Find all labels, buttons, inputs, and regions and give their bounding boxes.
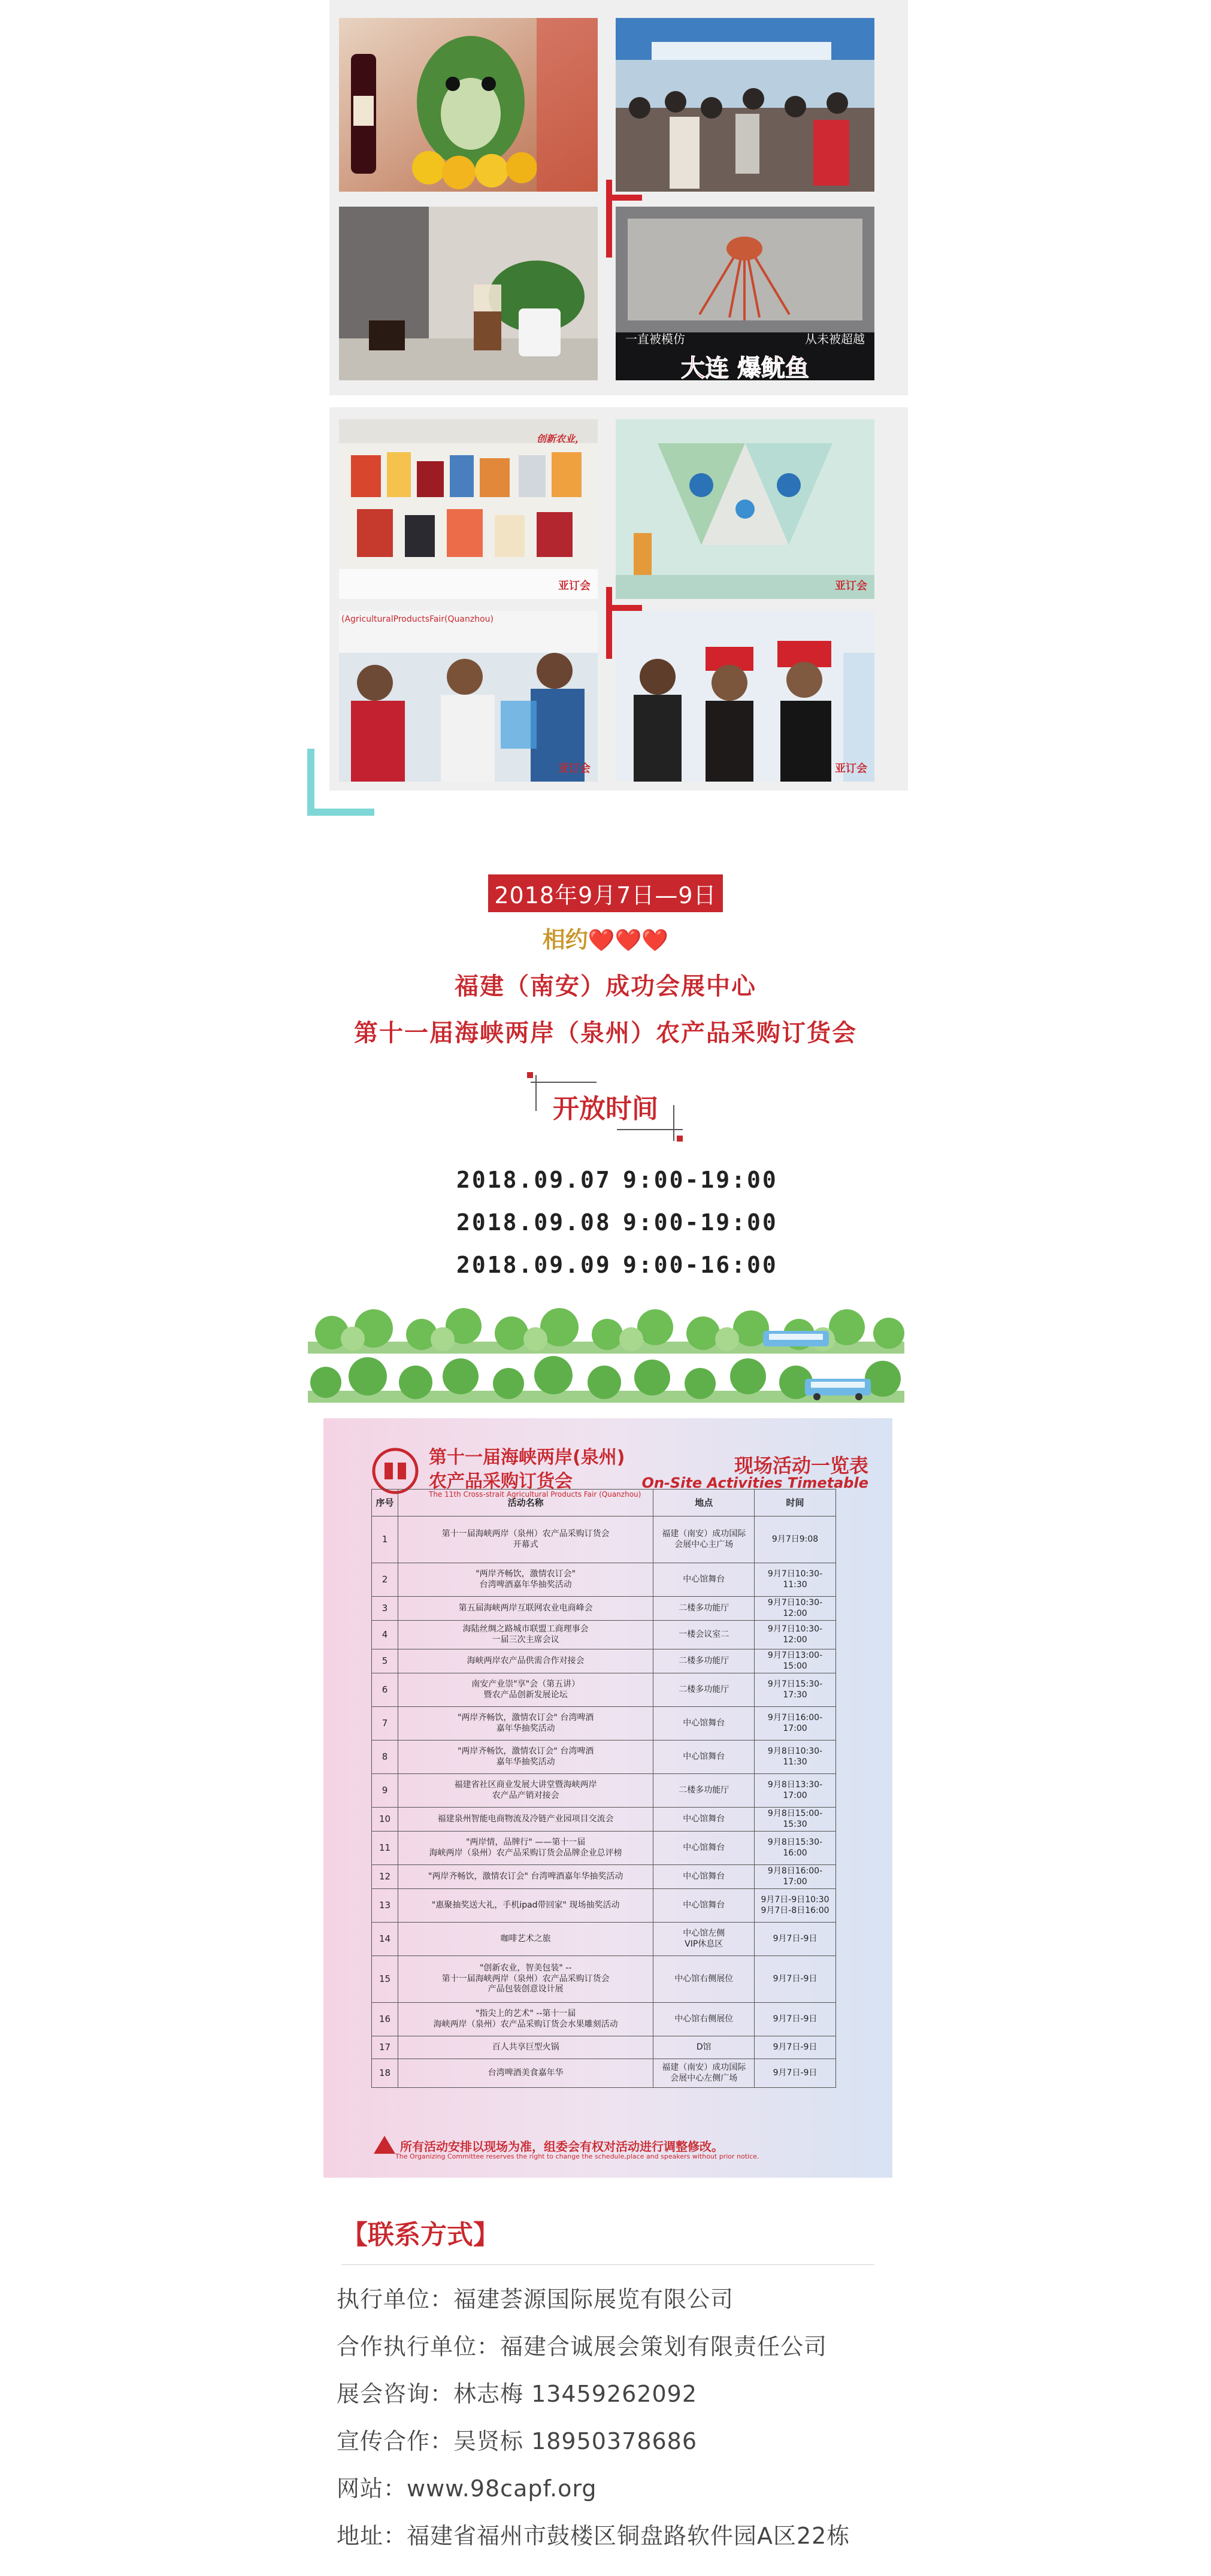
- timetable-table: [371, 1489, 836, 2088]
- cell-place: 一楼会议室二: [653, 1621, 755, 1649]
- poster-footer-note-en: The Organizing Committee reserves the right to change the schedule,place and speakers without prior notice.: [395, 2153, 759, 2160]
- red-accent-bar-2: [606, 587, 612, 659]
- cell-activity-name: 福建泉州智能电商物流及冷链产业园项目交流会: [398, 1808, 653, 1832]
- triangle-display-photo: [616, 419, 874, 599]
- col-header-place: 地点: [653, 1490, 755, 1516]
- cell-place: 中心馆右侧展位: [653, 2003, 755, 2036]
- contact-website[interactable]: 网站：www.98capf.org: [337, 2475, 597, 2502]
- cell-no: 17: [372, 2036, 398, 2059]
- cell-no: 3: [372, 1597, 398, 1621]
- cell-time: 9月7日10:30-12:00: [755, 1597, 836, 1621]
- cell-activity-name: 第十一届海峡两岸（泉州）农产品采购订货会 开幕式: [398, 1516, 653, 1563]
- contact-divider: [341, 2264, 874, 2265]
- booth-tagline: 创新农业，: [537, 433, 585, 444]
- beer-drinking-photo-1: [339, 611, 598, 782]
- timetable-row: [372, 1865, 836, 1889]
- cell-time: 9月7日-9日: [755, 2059, 836, 2088]
- cell-time: 9月7日-9日: [755, 2036, 836, 2059]
- corner-dot-br: [677, 1136, 683, 1142]
- cell-activity-name: 台湾啤酒美食嘉年华: [398, 2059, 653, 2088]
- timetable-row: [372, 2059, 836, 2088]
- cell-time: 9月8日15:30-16:00: [755, 1832, 836, 1865]
- timetable-row: [372, 1563, 836, 1597]
- cell-no: 6: [372, 1673, 398, 1707]
- fair-logo-icon: [371, 1447, 419, 1495]
- contact-publicity: 宣传合作：吴贤标 18950378686: [337, 2428, 698, 2454]
- cell-activity-name: 福建省社区商业发展大讲堂暨海峡两岸 农产品产销对接会: [398, 1774, 653, 1808]
- timetable-row: [372, 1597, 836, 1621]
- timetable-row: [372, 1923, 836, 1956]
- cell-no: 14: [372, 1923, 398, 1956]
- cell-place: 中心馆舞台: [653, 1865, 755, 1889]
- poster-subtitle-en: The 11th Cross-strait Agricultural Products Fair (Quanzhou): [429, 1490, 641, 1499]
- contact-heading: 【联系方式】: [341, 2220, 499, 2250]
- open-hours-3: 9:00-16:00: [623, 1252, 778, 1278]
- cell-activity-name: 海陆丝绸之路城市联盟工商理事会 一届三次主席会议: [398, 1621, 653, 1649]
- fish-banner-text: 大连 爆鱿鱼: [681, 355, 809, 380]
- cell-activity-name: "两岸情，品牌行" ——第十一届 海峡两岸（泉州）农产品采购订货会品牌企业总评榜: [398, 1832, 653, 1865]
- cell-activity-name: 咖啡艺术之旅: [398, 1923, 653, 1956]
- poster-footer-note: 所有活动安排以现场为准，组委会有权对活动进行调整修改。: [400, 2139, 723, 2154]
- squid-food-photo: [616, 207, 874, 380]
- cell-place: 中心馆舞台: [653, 1832, 755, 1865]
- photo-collage-bottom: [329, 407, 908, 791]
- col-header-time: 时间: [755, 1490, 836, 1516]
- cell-time: 9月7日10:30-12:00: [755, 1621, 836, 1649]
- red-accent-bar: [606, 180, 612, 258]
- cell-place: 二楼多功能厅: [653, 1649, 755, 1673]
- cell-time: 9月7日13:00-15:00: [755, 1649, 836, 1673]
- cell-activity-name: "两岸齐畅饮，激情农订会" 台湾啤酒嘉年华抽奖活动: [398, 1563, 653, 1597]
- cell-time: 9月7日10:30-11:30: [755, 1563, 836, 1597]
- poster-title-line2: 农产品采购订货会: [429, 1471, 573, 1492]
- fruit-sculpture-photo: [339, 18, 598, 192]
- open-hours-1: 9:00-19:00: [623, 1167, 778, 1193]
- cell-place: D馆: [653, 2036, 755, 2059]
- cell-activity-name: "创新农业，智美包装" -- 第十一届海峡两岸（泉州）农产品采购订货会 产品包装创意设计展: [398, 1956, 653, 2003]
- cell-activity-name: 海峡两岸农产品供需合作对接会: [398, 1649, 653, 1673]
- cell-activity-name: "惠聚抽奖送大礼，手机ipad带回家" 现场抽奖活动: [398, 1889, 653, 1923]
- cell-time: 9月7日-9日10:30 9月7日-8日16:00: [755, 1889, 836, 1923]
- venue-title: 福建（南安）成功会展中心: [455, 973, 756, 1000]
- timetable-row: [372, 1832, 836, 1865]
- cell-activity-name: 南安产业崇"享"会（第五讲） 暨农产品创新发展论坛: [398, 1673, 653, 1707]
- teal-corner-decoration: [307, 749, 374, 816]
- cell-activity-name: 第五届海峡两岸互联网农业电商峰会: [398, 1597, 653, 1621]
- cell-no: 7: [372, 1707, 398, 1740]
- cell-activity-name: "两岸齐畅饮，激情农订会" 台湾啤酒 嘉年华抽奖活动: [398, 1740, 653, 1774]
- cell-no: 5: [372, 1649, 398, 1673]
- contact-co-organizer: 合作执行单位：福建合诚展会策划有限责任公司: [337, 2333, 828, 2360]
- tree-scenery-strip-1: [308, 1300, 904, 1354]
- booth-brand-4: 亚订会: [835, 762, 867, 775]
- open-date-1: 2018.09.07: [456, 1167, 611, 1193]
- timetable-row: [372, 1774, 836, 1808]
- timetable-row: [372, 1621, 836, 1649]
- timetable-row: [372, 1889, 836, 1923]
- fish-right-text: 从未被超越: [805, 332, 865, 346]
- cell-no: 1: [372, 1516, 398, 1563]
- fair-english-text: (AgriculturalProductsFair(Quanzhou): [341, 615, 494, 624]
- cell-activity-name: "两岸齐畅饮，激情农订会" 台湾啤酒 嘉年华抽奖活动: [398, 1707, 653, 1740]
- booth-brand-2: 亚订会: [835, 580, 867, 592]
- cell-no: 9: [372, 1774, 398, 1808]
- poster-right-title: 现场活动一览表: [734, 1454, 868, 1477]
- cell-place: 二楼多功能厅: [653, 1673, 755, 1707]
- cell-no: 2: [372, 1563, 398, 1597]
- cell-no: 15: [372, 1956, 398, 2003]
- cell-place: 福建（南安）成功国际 会展中心左侧广场: [653, 2059, 755, 2088]
- contact-inquiry: 展会咨询：林志梅 13459262092: [337, 2381, 698, 2407]
- timetable-row: [372, 1956, 836, 2003]
- cell-place: 中心馆舞台: [653, 1740, 755, 1774]
- cell-no: 4: [372, 1621, 398, 1649]
- cell-time: 9月7日16:00-17:00: [755, 1707, 836, 1740]
- corner-line-tl-h: [531, 1082, 597, 1083]
- timetable-row: [372, 1740, 836, 1774]
- cell-place: 中心馆右侧展位: [653, 1956, 755, 2003]
- cell-no: 16: [372, 2003, 398, 2036]
- red-accent-bar-h: [606, 195, 642, 201]
- activities-timetable-poster: [323, 1418, 892, 2178]
- cell-place: 中心馆舞台: [653, 1889, 755, 1923]
- open-date-2: 2018.09.08: [456, 1209, 611, 1236]
- cell-no: 12: [372, 1865, 398, 1889]
- cell-place: 中心馆舞台: [653, 1563, 755, 1597]
- poster-title-line1: 第十一届海峡两岸(泉州): [429, 1447, 625, 1468]
- cell-place: 福建（南安）成功国际 会展中心主广场: [653, 1516, 755, 1563]
- timetable-row: [372, 1516, 836, 1563]
- red-accent-bar-2h: [606, 605, 642, 611]
- booth-brand-1: 亚订会: [558, 580, 591, 592]
- cell-place: 中心馆舞台: [653, 1808, 755, 1832]
- cell-time: 9月8日10:30-11:30: [755, 1740, 836, 1774]
- timetable-row: [372, 2003, 836, 2036]
- contact-address: 地址：福建省福州市鼓楼区铜盘路软件园A区22栋: [337, 2523, 850, 2549]
- timetable-row: [372, 1707, 836, 1740]
- booth-brand-3: 亚订会: [558, 762, 591, 775]
- exhibition-crowd-photo: [616, 18, 874, 192]
- photo-collage-top: [329, 0, 908, 395]
- cell-no: 18: [372, 2059, 398, 2088]
- tree-scenery-strip-2: [308, 1349, 904, 1403]
- timetable-body: [372, 1516, 836, 2088]
- cell-activity-name: "指尖上的艺术" --第十一届 海峡两岸（泉州）农产品采购订货会水果雕刻活动: [398, 2003, 653, 2036]
- cell-no: 10: [372, 1808, 398, 1832]
- cell-place: 中心馆左侧 VIP休息区: [653, 1923, 755, 1956]
- cell-no: 8: [372, 1740, 398, 1774]
- poster-right-title-en: On-Site Activities Timetable: [641, 1475, 868, 1491]
- open-hours-2: 9:00-19:00: [623, 1209, 778, 1236]
- cell-place: 二楼多功能厅: [653, 1597, 755, 1621]
- cell-time: 9月8日13:30-17:00: [755, 1774, 836, 1808]
- contact-organizer: 执行单位：福建荟源国际展览有限公司: [337, 2286, 734, 2312]
- open-time-heading: 开放时间: [553, 1094, 658, 1124]
- timetable-row: [372, 1673, 836, 1707]
- invite-row: [0, 921, 1211, 954]
- date-range-badge: 2018年9月7日—9日: [488, 874, 722, 912]
- invite-text: 相约: [542, 927, 588, 953]
- fish-left-text: 一直被模仿: [625, 332, 685, 346]
- warning-icon: [374, 2136, 395, 2154]
- cell-place: 中心馆舞台: [653, 1707, 755, 1740]
- open-date-3: 2018.09.09: [456, 1252, 611, 1278]
- cell-time: 9月7日15:30-17:30: [755, 1673, 836, 1707]
- event-name-title: 第十一届海峡两岸（泉州）农产品采购订货会: [354, 1019, 857, 1047]
- cell-time: 9月8日16:00-17:00: [755, 1865, 836, 1889]
- cell-time: 9月7日-9日: [755, 1923, 836, 1956]
- date-range-row: [0, 874, 1211, 912]
- cell-no: 11: [372, 1832, 398, 1865]
- corner-dot-tl: [527, 1072, 533, 1078]
- coffee-photo: [339, 207, 598, 380]
- col-header-no: 序号: [372, 1490, 398, 1516]
- product-booth-photo: [339, 419, 598, 599]
- cell-time: 9月7日-9日: [755, 1956, 836, 2003]
- cell-activity-name: 百人共享巨型火锅: [398, 2036, 653, 2059]
- corner-line-br-v: [673, 1105, 674, 1141]
- cell-activity-name: "两岸齐畅饮，激情农订会" 台湾啤酒嘉年华抽奖活动: [398, 1865, 653, 1889]
- cell-time: 9月7日-9日: [755, 2003, 836, 2036]
- col-header-name: 活动名称: [398, 1490, 653, 1516]
- timetable-row: [372, 1649, 836, 1673]
- cell-time: 9月8日15:00-15:30: [755, 1808, 836, 1832]
- beer-drinking-photo-2: [616, 611, 874, 782]
- timetable-row: [372, 2036, 836, 2059]
- cell-time: 9月7日9:08: [755, 1516, 836, 1563]
- timetable-header-row: [372, 1490, 836, 1516]
- cell-place: 二楼多功能厅: [653, 1774, 755, 1808]
- hearts-icon: ❤️❤️❤️: [588, 928, 669, 953]
- cell-no: 13: [372, 1889, 398, 1923]
- timetable-row: [372, 1808, 836, 1832]
